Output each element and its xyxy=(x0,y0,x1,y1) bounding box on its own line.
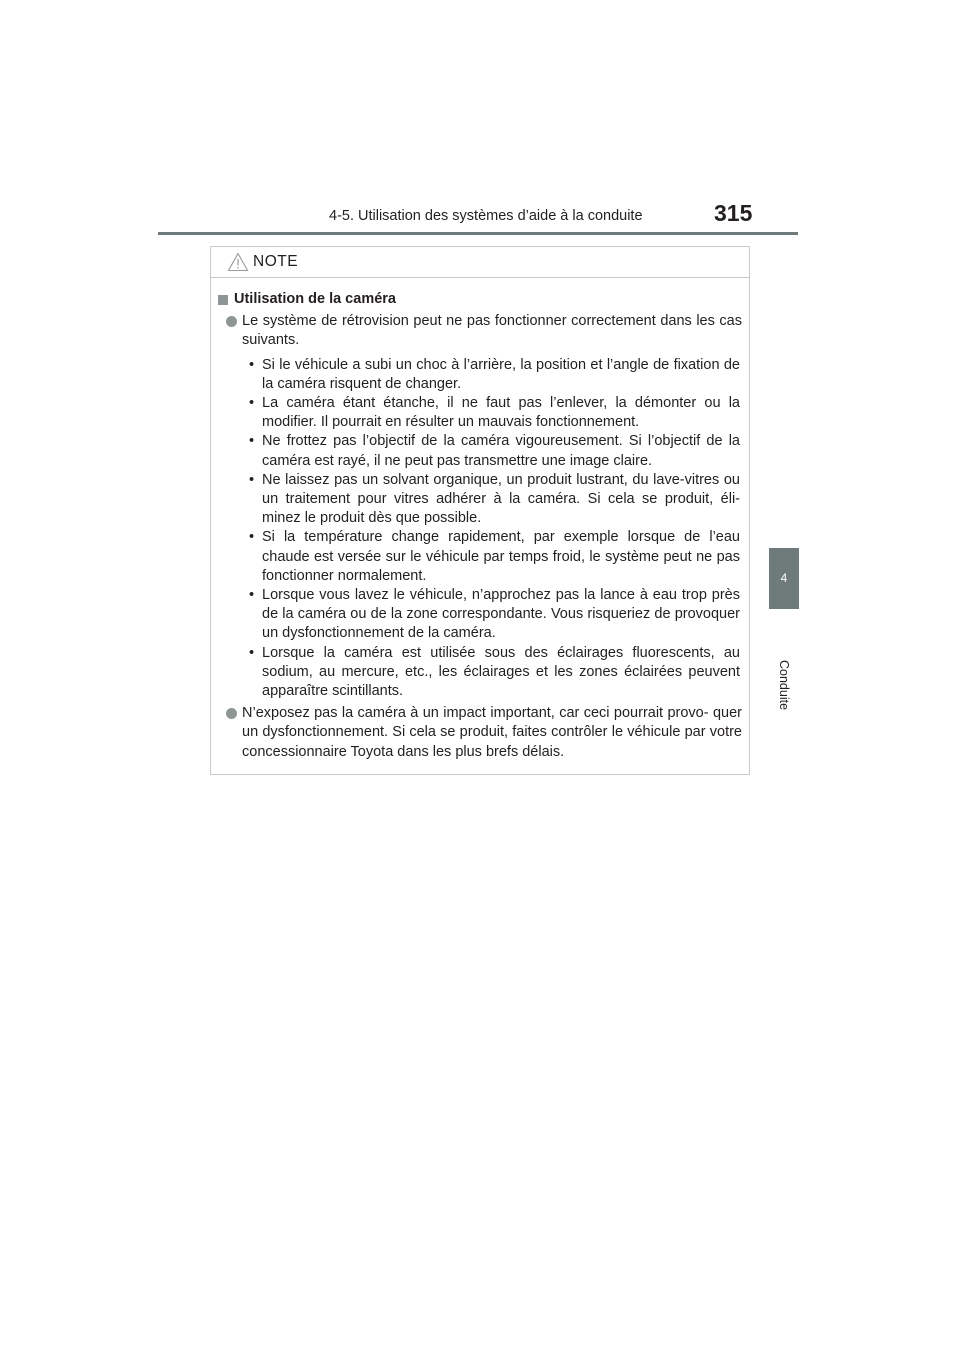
list-item: • Ne laissez pas un solvant organique, un produit lustrant, du lave-vitres ou un traitement pour vitres adhérer à la caméra. Si cela se produit, éli- minez le produit dès que possible. xyxy=(249,471,740,527)
list-item: • Si le véhicule a subi un choc à l’arrière, la position et l’angle de fixation de la caméra risquent de changer. xyxy=(249,356,740,392)
note-label: NOTE xyxy=(253,253,299,270)
list-item: • Lorsque vous lavez le véhicule, n’approchez pas la lance à eau trop près de la caméra ou de la zone correspondante. Vous risqueriez de provoquer un dysfonctionnement de la caméra. xyxy=(249,587,740,642)
note-point-text: N’exposez pas la caméra à un impact important, car ceci pourrait provo- quer un dysfonctionnement. Si cela se produit, faites contrôler le véhicule par votre concessionnaire Toyota dans les plus brefs délais. xyxy=(242,705,742,760)
list-item: • Lorsque la caméra est utilisée sous des éclairages fluorescents, au sodium, au mercure, etc., les éclairages et les zones éclairées peuvent apparaître scintillants. xyxy=(249,644,740,700)
note-header xyxy=(211,247,749,278)
warning-triangle-icon xyxy=(227,252,249,272)
note-body xyxy=(211,278,749,762)
list-item: • Ne frottez pas l’objectif de la caméra vigoureusement. Si l’objectif de la caméra est rayé, il ne peut pas transmettre une image claire. xyxy=(249,433,740,469)
chapter-label: Conduite xyxy=(777,659,791,711)
square-bullet-icon xyxy=(218,295,228,305)
note-box xyxy=(210,246,750,775)
note-point xyxy=(217,312,742,350)
circle-bullet-icon xyxy=(226,316,237,327)
section-heading xyxy=(217,290,742,309)
list-item: • La caméra étant étanche, il ne faut pas l’enlever, la démonter ou la modifier. Il pourrait en résulter un mauvais fonctionnement. xyxy=(249,395,740,431)
header-title: 4-5. Utilisation des systèmes d’aide à la conduite xyxy=(329,208,643,224)
chapter-tab: 4 xyxy=(769,548,799,609)
header-rule xyxy=(158,232,798,235)
condition-list xyxy=(217,356,742,702)
circle-bullet-icon xyxy=(226,708,237,719)
note-point-text: Le système de rétrovision peut ne pas fonctionner correctement dans les cas suivants. xyxy=(242,313,742,349)
note-point xyxy=(217,704,742,762)
page-number: 315 xyxy=(714,200,753,226)
section-title: Utilisation de la caméra xyxy=(234,291,396,307)
list-item: • Si la température change rapidement, par exemple lorsque de l’eau chaude est versée sur le véhicule par temps froid, le système peut ne pas fonctionner normalement. xyxy=(249,529,740,584)
